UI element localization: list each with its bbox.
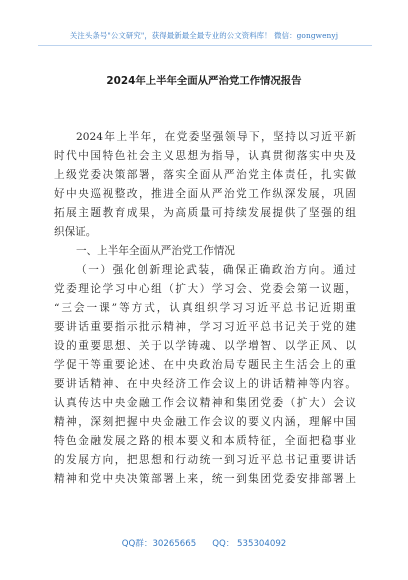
paragraph-line: （一）强化创新理论武装，确保正确政治方向。通过 xyxy=(76,264,356,276)
header-divider xyxy=(38,45,372,46)
paragraph-line: 党委理论学习中心组（扩大）学习会、党委会第一议题， xyxy=(54,283,356,295)
paragraph-line: 精神，深刻把握中央金融工作会议的要义内涵，理解中国 xyxy=(54,416,356,428)
paragraph-line: 好中央巡视整改，推进全面从严治党工作纵深发展，巩固 xyxy=(54,188,356,200)
footer-qq-group: QQ群：30265665 xyxy=(121,539,197,549)
paragraph-line: 织保证。 xyxy=(54,226,97,238)
paragraph-line: 特色金融发展之路的根本要义和本质特征，全面把稳事业 xyxy=(54,435,356,447)
paragraph-line: 的发展方向，把思想和行动统一到习近平总书记重要讲话 xyxy=(54,454,356,466)
paragraph-line: “三会一课”等方式，认真组织学习习近平总书记近期重 xyxy=(54,302,356,314)
paragraph-line: 拓展主题教育成果，为高质量可持续发展提供了坚强的组 xyxy=(54,207,356,219)
paragraph-line: 要讲话重要指示批示精神，学习习近平总书记关于党的建 xyxy=(54,321,356,333)
document-body xyxy=(54,128,356,489)
paragraph-line: 认真传达中央金融工作会议精神和集团党委（扩大）会议 xyxy=(54,397,356,409)
header-banner: 关注头条号"公文研究"，获得最新最全最专业的公文资料库！ 微信：gongwenyj xyxy=(69,31,339,40)
paragraph-line: 学促干等重要论述、在中央政治局专题民主生活会上的重 xyxy=(54,359,356,371)
footer-contact xyxy=(0,537,408,549)
footer-qq-number: QQ： 535304092 xyxy=(212,539,287,549)
paragraph-line: 精神和党中央决策部署上来，统一到集团党委安排部署上 xyxy=(54,473,356,485)
document-title: 2024年上半年全面从严治党工作情况报告 xyxy=(106,75,302,87)
paragraph-line: 上级党委决策部署，落实全面从严治党主体责任，扎实做 xyxy=(54,169,356,181)
paragraph-line: 时代中国特色社会主义思想为指导，认真贯彻落实中央及 xyxy=(54,150,356,162)
paragraph-line: 设的重要思想、关于以学铸魂、以学增智、以学正风、以 xyxy=(54,340,356,352)
section-heading: 一、上半年全面从严治党工作情况 xyxy=(76,245,235,257)
paragraph-line: 要讲话精神、在中央经济工作会议上的讲话精神等内容。 xyxy=(54,378,356,390)
paragraph-line: 2024年上半年，在党委坚强领导下，坚持以习近平新 xyxy=(76,131,356,143)
